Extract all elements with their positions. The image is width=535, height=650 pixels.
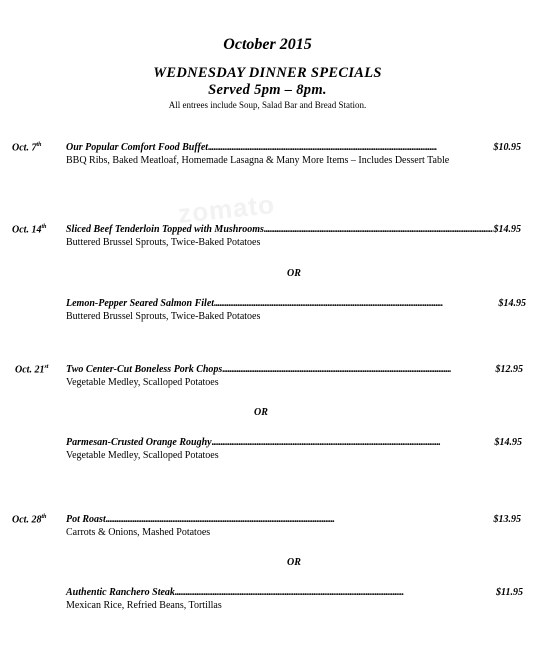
leader-dots xyxy=(214,299,498,309)
item-description: Carrots & Onions, Mashed Potatoes xyxy=(66,527,211,538)
item-description: Buttered Brussel Sprouts, Twice-Baked Potatoes xyxy=(66,311,261,322)
leader-dots xyxy=(222,365,495,375)
item-description: Vegetable Medley, Scalloped Potatoes xyxy=(66,377,219,388)
or-divider: OR xyxy=(287,268,301,279)
item-name: Our Popular Comfort Food Buffet xyxy=(66,142,209,153)
item-description: Vegetable Medley, Scalloped Potatoes xyxy=(66,450,219,461)
menu-item xyxy=(66,224,521,248)
date-label xyxy=(15,364,48,375)
item-description: BBQ Ribs, Baked Meatloaf, Homemade Lasagna & Many More Items – Includes Dessert Table xyxy=(66,155,450,166)
item-price: $10.95 xyxy=(493,142,521,153)
menu-item xyxy=(66,587,523,611)
leader-dots xyxy=(264,225,494,235)
menu-item xyxy=(66,364,523,388)
item-price: $14.95 xyxy=(498,298,526,309)
menu-item xyxy=(66,142,521,166)
menu-title: October 2015 xyxy=(223,36,312,53)
menu-item xyxy=(66,514,521,538)
date-day: Oct. 14 xyxy=(12,224,42,236)
item-name: Lemon-Pepper Seared Salmon Filet xyxy=(66,298,215,309)
date-day: Oct. 21 xyxy=(15,364,45,376)
item-name: Two Center-Cut Boneless Pork Chops xyxy=(66,364,223,375)
leader-dots xyxy=(106,515,494,525)
leader-dots xyxy=(175,588,496,598)
serving-hours: Served 5pm – 8pm. xyxy=(208,82,327,98)
menu-item xyxy=(66,298,526,322)
date-suffix: th xyxy=(41,514,47,520)
item-name: Pot Roast xyxy=(66,514,106,525)
date-suffix: st xyxy=(44,364,49,370)
item-description: Mexican Rice, Refried Beans, Tortillas xyxy=(66,600,222,611)
item-description: Buttered Brussel Sprouts, Twice-Baked Potatoes xyxy=(66,237,261,248)
menu-subtitle: WEDNESDAY DINNER SPECIALS xyxy=(153,65,382,81)
date-label xyxy=(12,514,46,525)
date-label xyxy=(12,142,41,153)
or-divider: OR xyxy=(254,407,268,418)
date-suffix: th xyxy=(36,142,42,148)
item-price: $14.95 xyxy=(493,224,521,235)
date-day: Oct. 7 xyxy=(12,142,37,154)
date-suffix: th xyxy=(41,224,47,230)
item-price: $11.95 xyxy=(496,587,523,598)
date-day: Oct. 28 xyxy=(12,514,42,526)
menu-item xyxy=(66,437,522,461)
item-name: Sliced Beef Tenderloin Topped with Mushrooms xyxy=(66,224,264,235)
or-divider: OR xyxy=(287,557,301,568)
zomato-watermark: zomato xyxy=(176,189,277,229)
leader-dots xyxy=(212,438,495,448)
item-price: $12.95 xyxy=(495,364,523,375)
item-price: $13.95 xyxy=(493,514,521,525)
item-name: Parmesan-Crusted Orange Roughy xyxy=(66,437,212,448)
item-price: $14.95 xyxy=(494,437,522,448)
item-name: Authentic Ranchero Steak xyxy=(66,587,175,598)
entree-note: All entrees include Soup, Salad Bar and Bread Station. xyxy=(168,100,367,110)
leader-dots xyxy=(208,143,493,153)
date-label xyxy=(12,224,46,235)
